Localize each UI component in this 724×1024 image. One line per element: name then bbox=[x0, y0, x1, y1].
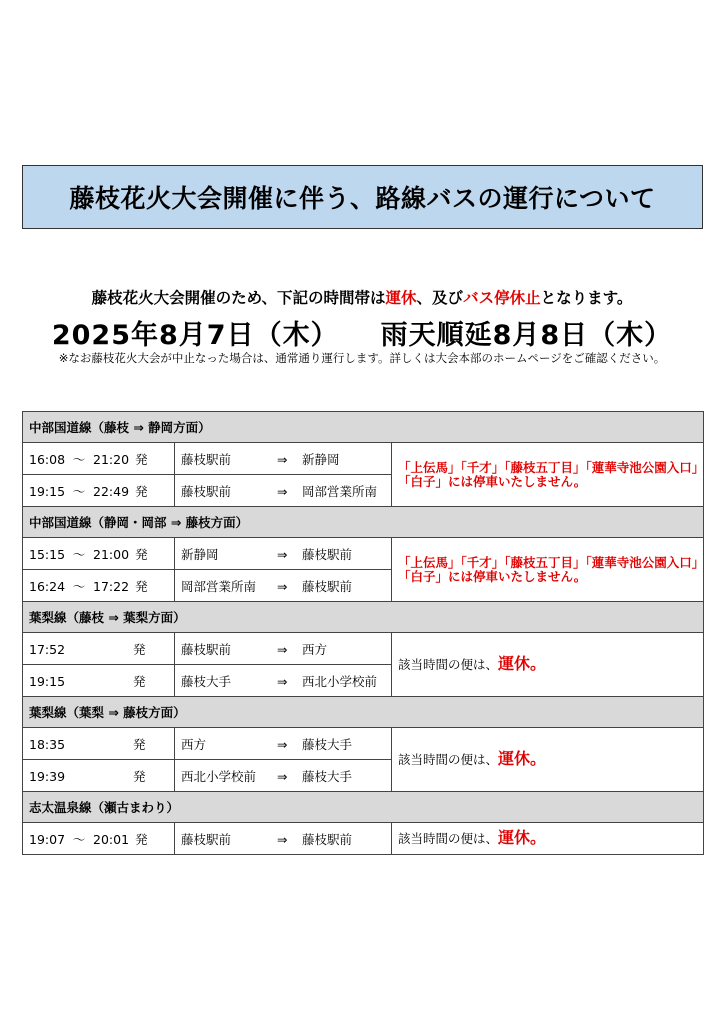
route-cell bbox=[175, 728, 392, 760]
remark-cell bbox=[392, 823, 704, 855]
origin-stop: 西北小学校前 bbox=[181, 768, 257, 784]
range-tilde: ～ bbox=[72, 451, 86, 467]
range-tilde: ～ bbox=[72, 578, 86, 594]
lead-text bbox=[0, 286, 724, 308]
lead-stop-closed: バス停休止 bbox=[463, 289, 541, 307]
destination-stop: 西北小学校前 bbox=[302, 673, 378, 689]
start-time: 19:39 bbox=[29, 768, 66, 784]
time-cell bbox=[23, 823, 175, 855]
arrow-icon: ⇒ bbox=[277, 451, 288, 467]
remark-prefix: 該当時間の便は、 bbox=[398, 752, 499, 767]
cancellation-note: ※なお藤枝花火大会が中止なった場合は、通常通り運行します。詳しくは大会本部のホームページをご確認ください。 bbox=[58, 351, 666, 365]
remark-suffix: 。 bbox=[530, 828, 547, 847]
arrow-icon: ⇒ bbox=[277, 483, 288, 499]
page-title: 藤枝花火大会開催に伴う、路線バスの運行について bbox=[69, 184, 656, 213]
lead-part2: 、及び bbox=[416, 289, 464, 307]
time-cell bbox=[23, 633, 175, 665]
remark-cell bbox=[392, 538, 704, 602]
time-cell bbox=[23, 760, 175, 792]
departure-label: 発 bbox=[133, 641, 146, 657]
route-cell bbox=[175, 475, 392, 507]
title-banner bbox=[22, 165, 703, 229]
remark-suffix: 。 bbox=[530, 749, 547, 768]
event-date-main: 2025年8月7日（木） bbox=[51, 320, 339, 351]
route-cell bbox=[175, 570, 392, 602]
remark-prefix: 該当時間の便は、 bbox=[398, 831, 499, 846]
origin-stop: 藤枝駅前 bbox=[181, 451, 232, 467]
time-cell bbox=[23, 443, 175, 475]
destination-stop: 新静岡 bbox=[302, 451, 340, 467]
remark-suspended: 運休 bbox=[498, 828, 531, 847]
end-time: 21:20 bbox=[93, 451, 130, 467]
departure-label: 発 bbox=[135, 546, 148, 562]
origin-stop: 藤枝駅前 bbox=[181, 831, 232, 847]
time-cell bbox=[23, 570, 175, 602]
remark-line1: 「上伝馬」「千才」「藤枝五丁目」「蓮華寺池公園入口」 bbox=[398, 459, 705, 475]
departure-label: 発 bbox=[133, 673, 146, 689]
table-row bbox=[23, 633, 704, 665]
arrow-icon: ⇒ bbox=[277, 768, 288, 784]
arrow-icon: ⇒ bbox=[277, 673, 288, 689]
start-time: 19:07 bbox=[29, 831, 66, 847]
table-row bbox=[23, 823, 704, 855]
table-row bbox=[23, 538, 704, 570]
range-tilde: ～ bbox=[72, 546, 86, 562]
route-header: 志太温泉線（瀬古まわり） bbox=[23, 792, 704, 823]
remark-suspended: 運休 bbox=[498, 749, 531, 768]
route-cell bbox=[175, 665, 392, 697]
departure-label: 発 bbox=[135, 483, 148, 499]
range-tilde: ～ bbox=[72, 483, 86, 499]
origin-stop: 藤枝駅前 bbox=[181, 483, 232, 499]
route-header-row bbox=[23, 602, 704, 633]
destination-stop: 藤枝駅前 bbox=[302, 831, 353, 847]
destination-stop: 藤枝駅前 bbox=[302, 546, 353, 562]
start-time: 17:52 bbox=[29, 641, 66, 657]
departure-label: 発 bbox=[135, 451, 148, 467]
time-cell bbox=[23, 728, 175, 760]
start-time: 19:15 bbox=[29, 483, 66, 499]
route-header: 中部国道線（静岡・岡部 ⇒ 藤枝方面） bbox=[23, 507, 704, 538]
route-cell bbox=[175, 760, 392, 792]
end-time: 21:00 bbox=[93, 546, 130, 562]
lead-suspended: 運休 bbox=[385, 289, 417, 307]
end-time: 22:49 bbox=[93, 483, 130, 499]
route-header-row bbox=[23, 697, 704, 728]
start-time: 16:08 bbox=[29, 451, 66, 467]
start-time: 18:35 bbox=[29, 736, 66, 752]
departure-label: 発 bbox=[133, 736, 146, 752]
origin-stop: 岡部営業所南 bbox=[181, 578, 257, 594]
destination-stop: 藤枝大手 bbox=[302, 768, 353, 784]
arrow-icon: ⇒ bbox=[277, 736, 288, 752]
departure-label: 発 bbox=[135, 831, 148, 847]
remark-cell bbox=[392, 443, 704, 507]
route-cell bbox=[175, 443, 392, 475]
end-time: 17:22 bbox=[93, 578, 130, 594]
arrow-icon: ⇒ bbox=[277, 546, 288, 562]
remark-cell bbox=[392, 633, 704, 697]
destination-stop: 西方 bbox=[302, 641, 328, 657]
origin-stop: 藤枝駅前 bbox=[181, 641, 232, 657]
start-time: 19:15 bbox=[29, 673, 66, 689]
time-cell bbox=[23, 475, 175, 507]
route-cell bbox=[175, 823, 392, 855]
start-time: 16:24 bbox=[29, 578, 66, 594]
destination-stop: 藤枝駅前 bbox=[302, 578, 353, 594]
table-row bbox=[23, 443, 704, 475]
time-cell bbox=[23, 665, 175, 697]
table-row bbox=[23, 728, 704, 760]
origin-stop: 新静岡 bbox=[181, 546, 219, 562]
remark-suspended: 運休 bbox=[498, 654, 531, 673]
range-tilde: ～ bbox=[72, 831, 86, 847]
end-time: 20:01 bbox=[93, 831, 130, 847]
remark-line2: 「白子」には停車いたしません。 bbox=[398, 568, 587, 584]
route-header-row bbox=[23, 792, 704, 823]
route-cell bbox=[175, 538, 392, 570]
event-date-rain: 雨天順延8月8日（木） bbox=[380, 320, 673, 351]
event-date bbox=[0, 313, 724, 352]
origin-stop: 藤枝大手 bbox=[181, 673, 232, 689]
destination-stop: 岡部営業所南 bbox=[302, 483, 378, 499]
schedule-table bbox=[22, 411, 704, 855]
route-header: 葉梨線（葉梨 ⇒ 藤枝方面） bbox=[23, 697, 704, 728]
lead-part1: 藤枝花火大会開催のため、下記の時間帯は bbox=[91, 289, 386, 307]
departure-label: 発 bbox=[133, 768, 146, 784]
route-header-row bbox=[23, 507, 704, 538]
remark-cell bbox=[392, 728, 704, 792]
route-header-row bbox=[23, 412, 704, 443]
route-header: 葉梨線（藤枝 ⇒ 葉梨方面） bbox=[23, 602, 704, 633]
arrow-icon: ⇒ bbox=[277, 831, 288, 847]
time-cell bbox=[23, 538, 175, 570]
destination-stop: 藤枝大手 bbox=[302, 736, 353, 752]
remark-line1: 「上伝馬」「千才」「藤枝五丁目」「蓮華寺池公園入口」 bbox=[398, 554, 705, 570]
route-cell bbox=[175, 633, 392, 665]
route-header: 中部国道線（藤枝 ⇒ 静岡方面） bbox=[23, 412, 704, 443]
remark-suffix: 。 bbox=[530, 654, 547, 673]
arrow-icon: ⇒ bbox=[277, 578, 288, 594]
arrow-icon: ⇒ bbox=[277, 641, 288, 657]
lead-part3: となります。 bbox=[540, 289, 633, 307]
remark-line2: 「白子」には停車いたしません。 bbox=[398, 473, 587, 489]
start-time: 15:15 bbox=[29, 546, 66, 562]
origin-stop: 西方 bbox=[181, 736, 207, 752]
departure-label: 発 bbox=[135, 578, 148, 594]
remark-prefix: 該当時間の便は、 bbox=[398, 657, 499, 672]
